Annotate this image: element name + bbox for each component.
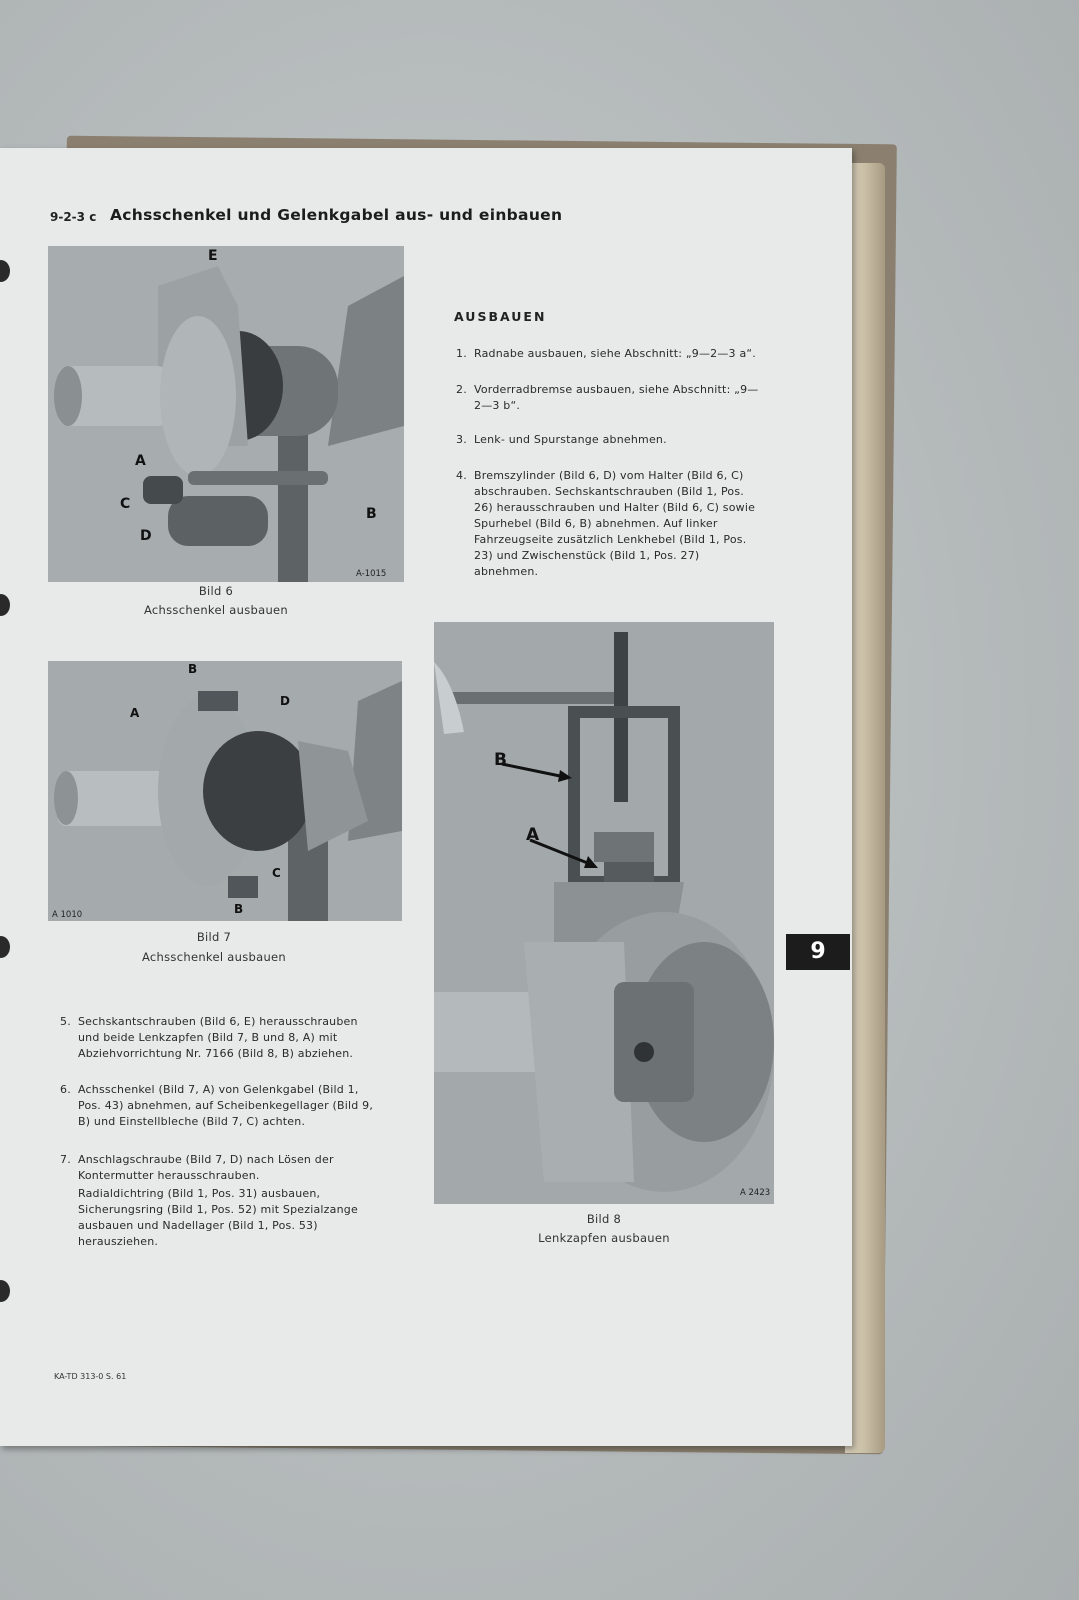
step-text: Vorderradbremse ausbauen, siehe Abschnitt: „9—2—3 b“. [474, 383, 759, 412]
figure-8-label-b: B [494, 750, 507, 770]
step-number: 5. [60, 1015, 71, 1028]
step-7 [60, 1152, 374, 1184]
figure-8-code: A 2423 [740, 1188, 771, 1198]
figure-6-label-b: B [366, 506, 377, 522]
figure-8-photo [434, 622, 774, 1204]
figure-6-code: A-1015 [356, 569, 387, 579]
figure-6-photo [48, 246, 404, 582]
punch-hole [0, 594, 10, 616]
step-text: Bremszylinder (Bild 6, D) vom Halter (Bild 6, C) abschrauben. Sechskantschrauben (Bild 1, Pos. 26) herausschrauben und Halter (Bild 6, C) sowie Spurhebel (Bild 6, B) abnehmen. Auf linker Fahrzeugseite zusätzlich Lenkhebel (Bild 1, Pos. 23) und Zwischenstück (Bild 1, Pos. 27) abnehmen. [474, 469, 756, 578]
step-6 [60, 1082, 374, 1130]
chapter-tab: 9 [786, 934, 850, 970]
step-text: Lenk- und Spurstange abnehmen. [474, 433, 667, 446]
step-3 [456, 432, 764, 448]
step-7-continued [78, 1186, 374, 1250]
step-number: 1. [456, 347, 467, 360]
figure-7-label-b-top: B [188, 662, 198, 676]
step-number: 3. [456, 433, 467, 446]
step-2 [456, 382, 764, 414]
ausbauen-heading: AUSBAUEN [454, 309, 547, 324]
step-number: 4. [456, 469, 467, 482]
step-4 [456, 468, 764, 580]
figure-7-title: Achsschenkel ausbauen [141, 950, 287, 964]
figure-7-number: Bild 7 [196, 930, 232, 944]
figure-6-title: Achsschenkel ausbauen [143, 603, 289, 617]
manual-page [0, 148, 852, 1446]
figure-8-number: Bild 8 [586, 1212, 622, 1226]
figure-7-label-c: C [272, 866, 281, 880]
punch-hole [0, 260, 10, 282]
figure-7-photo [48, 661, 402, 921]
step-text: Sechskantschrauben (Bild 6, E) herausschrauben und beide Lenkzapfen (Bild 7, B und 8, A) mit Abziehvorrichtung Nr. 7166 (Bild 8, B) abziehen. [78, 1015, 358, 1060]
step-number: 6. [60, 1083, 71, 1096]
figure-6-number: Bild 6 [198, 584, 234, 598]
step-5 [60, 1014, 374, 1062]
figure-6-label-a: A [135, 453, 146, 469]
page-footer: KA-TD 313-0 S. 61 [54, 1372, 127, 1381]
step-number: 2. [456, 383, 467, 396]
figure-8-label-a: A [526, 825, 540, 845]
step-number: 7. [60, 1153, 71, 1166]
step-1 [456, 346, 764, 362]
figure-7-code: A 1010 [52, 910, 83, 920]
figure-6-label-e: E [208, 248, 218, 264]
punch-hole [0, 936, 10, 958]
section-title: Achsschenkel und Gelenkgabel aus- und einbauen [110, 206, 563, 224]
figure-8-title: Lenkzapfen ausbauen [538, 1231, 670, 1245]
step-text: Achsschenkel (Bild 7, A) von Gelenkgabel (Bild 1, Pos. 43) abnehmen, auf Scheibenkegellager (Bild 9, B) und Einstellbleche (Bild 7, C) achten. [78, 1083, 374, 1128]
figure-6-label-d: D [140, 528, 152, 544]
punch-hole [0, 1280, 10, 1302]
figure-7-label-b-bottom: B [234, 902, 244, 916]
step-text: Radnabe ausbauen, siehe Abschnitt: „9—2—3 a“. [474, 347, 756, 360]
figure-7-label-d: D [280, 694, 290, 708]
step-text: Radialdichtring (Bild 1, Pos. 31) ausbauen, Sicherungsring (Bild 1, Pos. 52) mit Spezialzange ausbauen und Nadellager (Bild 1, Pos. 53) herausziehen. [78, 1187, 358, 1248]
section-number: 9-2-3 c [50, 210, 97, 224]
step-text: Anschlagschraube (Bild 7, D) nach Lösen der Kontermutter herausschrauben. [78, 1153, 334, 1182]
figure-6-label-c: C [120, 496, 131, 512]
figure-7-label-a: A [130, 706, 140, 720]
